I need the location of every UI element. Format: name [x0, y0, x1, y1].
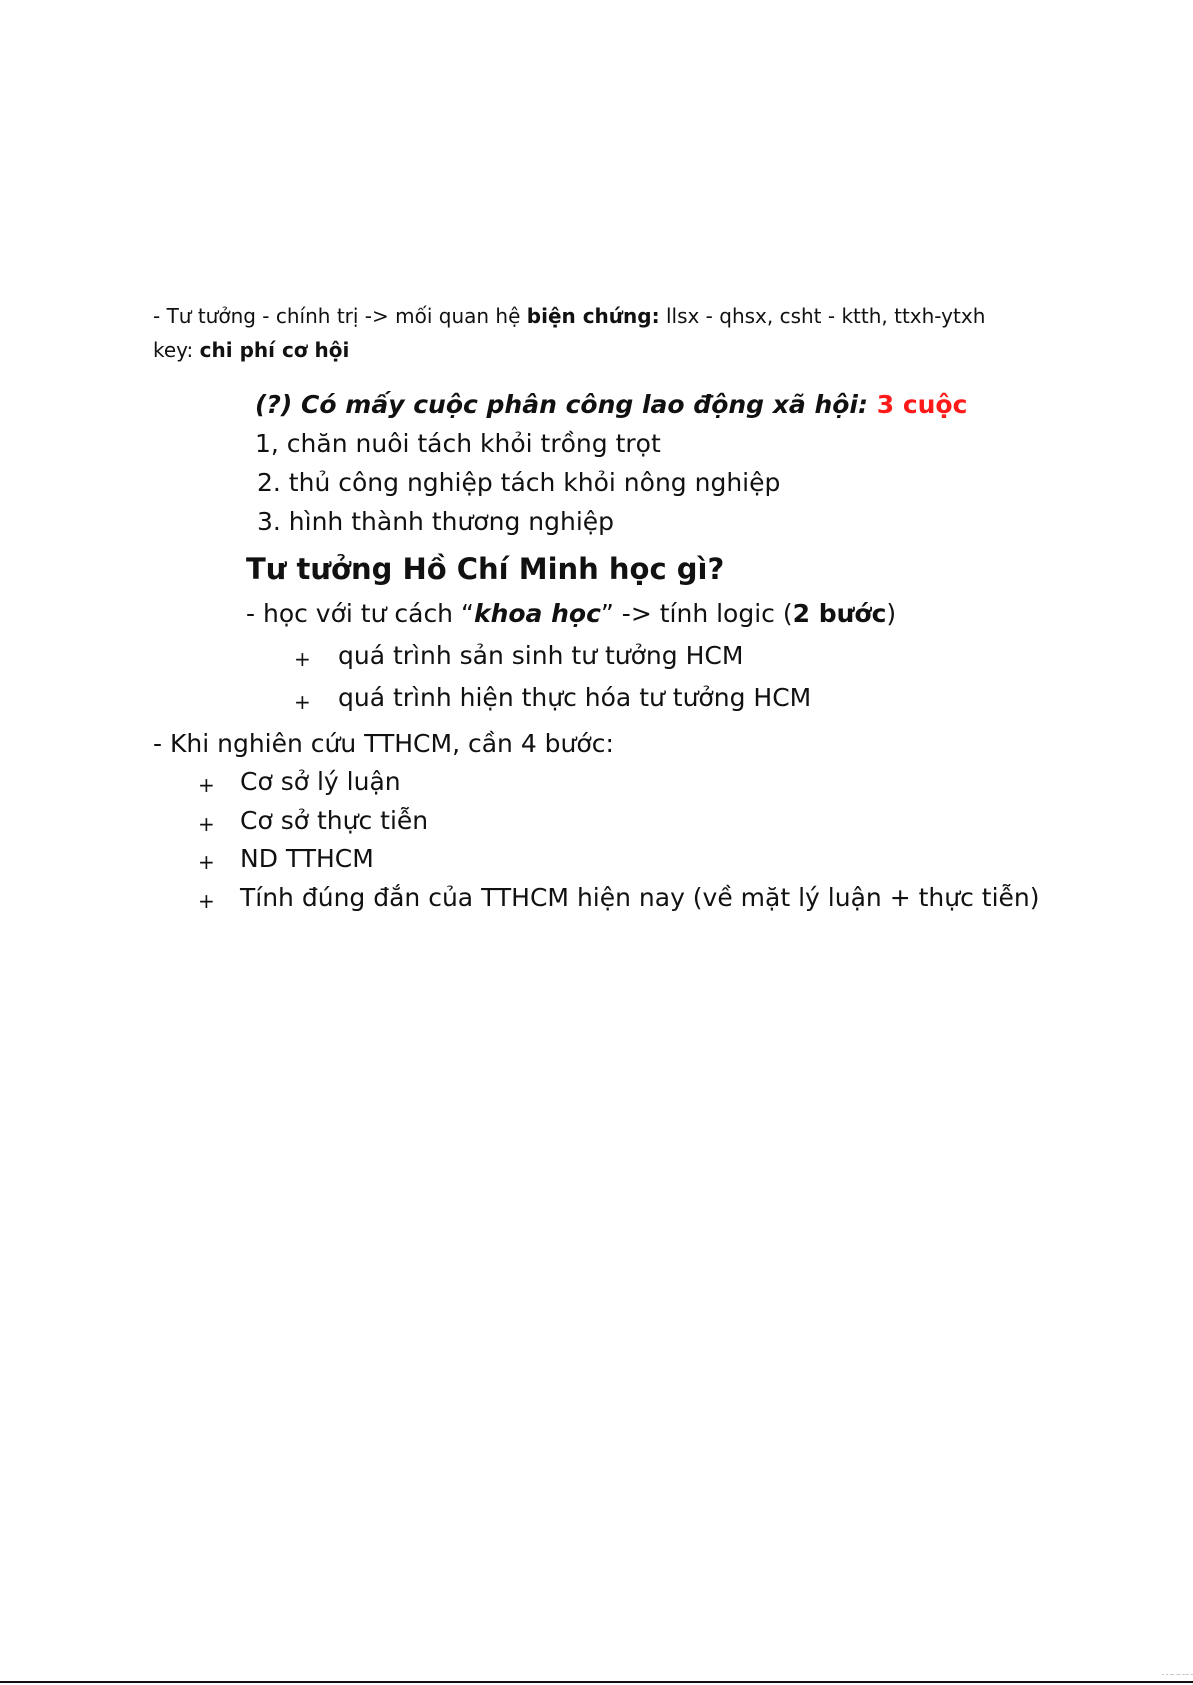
study-middle: ” -> tính logic (	[600, 599, 793, 628]
question-line	[255, 392, 967, 417]
step-item: Cơ sở thực tiễn	[240, 806, 429, 835]
key-label: key:	[153, 338, 200, 362]
study-line	[246, 601, 896, 626]
study-suffix: )	[886, 599, 897, 628]
intro-prefix: - Tư tưởng - chính trị -> mối quan hệ	[153, 304, 527, 328]
sub-bullet-item: quá trình sản sinh tư tưởng HCM	[338, 641, 744, 670]
intro-line	[153, 306, 985, 326]
footer-mark: - - -- -- --- -	[1161, 1671, 1193, 1678]
question-text: (?) Có mấy cuộc phân công lao động xã hội:	[255, 390, 877, 419]
step-item: ND TTHCM	[240, 844, 374, 873]
sub-bullet-item: quá trình hiện thực hóa tư tưởng HCM	[338, 683, 812, 712]
key-value: chi phí cơ hội	[199, 338, 350, 362]
key-line	[153, 340, 349, 360]
question-answer: 3 cuộc	[876, 390, 968, 419]
plus-bullet-icon: +	[294, 690, 311, 714]
study-prefix: - học với tư cách “	[246, 599, 474, 628]
section-heading: Tư tưởng Hồ Chí Minh học gì?	[246, 552, 725, 586]
plus-bullet-icon: +	[198, 773, 215, 797]
list1-item: 2. thủ công nghiệp tách khỏi nông nghiệp	[257, 468, 781, 497]
study-italic: khoa học	[473, 599, 601, 628]
plus-bullet-icon: +	[198, 850, 215, 874]
intro-suffix: llsx - qhsx, csht - ktth, ttxh-ytxh	[659, 304, 986, 328]
study-bold: 2 bước	[792, 599, 887, 628]
list1-item: 1, chăn nuôi tách khỏi trồng trọt	[255, 429, 661, 458]
plus-bullet-icon: +	[294, 647, 311, 671]
list1-item: 3. hình thành thương nghiệp	[257, 507, 615, 536]
step-item: Cơ sở lý luận	[240, 767, 401, 796]
step-item: Tính đúng đắn của TTHCM hiện nay (về mặt lý luận + thực tiễn)	[240, 883, 1040, 912]
page-bottom-rule	[0, 1681, 1193, 1683]
plus-bullet-icon: +	[198, 889, 215, 913]
plus-bullet-icon: +	[198, 812, 215, 836]
intro-bold: biện chứng:	[526, 304, 660, 328]
research-intro: - Khi nghiên cứu TTHCM, cần 4 bước:	[153, 729, 614, 758]
